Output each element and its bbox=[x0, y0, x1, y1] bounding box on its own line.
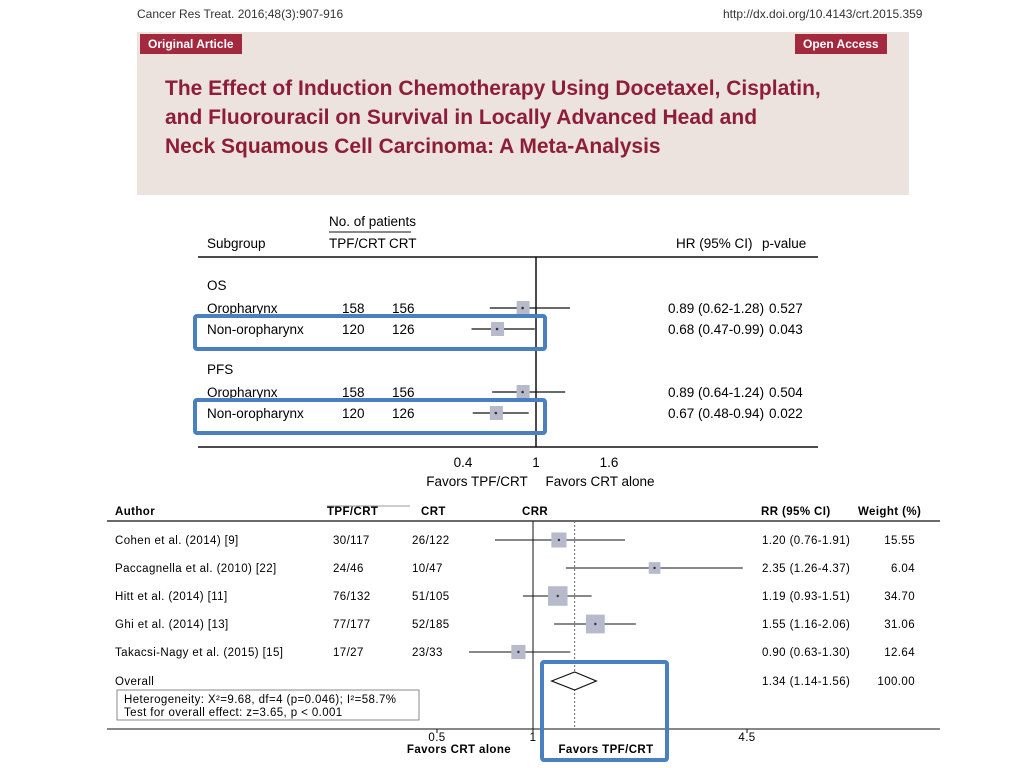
hr-value: 0.89 (0.62-1.28) bbox=[668, 301, 765, 316]
heterogeneity-text: Heterogeneity: X²=9.68, df=4 (p=0.046); I²=58.7% bbox=[124, 694, 397, 706]
x-tick-label: 0.4 bbox=[453, 455, 473, 470]
open-access-badge: Open Access bbox=[795, 34, 887, 54]
tpf-count: 158 bbox=[342, 301, 365, 316]
x-tick-label: 1 bbox=[532, 455, 540, 470]
weight-value: 31.06 bbox=[884, 619, 915, 631]
crt-count: 156 bbox=[392, 301, 415, 316]
rr-value: 1.20 (0.76-1.91) bbox=[762, 535, 851, 547]
overall-label: Overall bbox=[115, 676, 155, 688]
subgroup-name: Non-oropharynx bbox=[207, 322, 304, 337]
study-author: Cohen et al. (2014) [9] bbox=[115, 535, 239, 547]
p-value: 0.527 bbox=[769, 301, 803, 316]
hr-value: 0.67 (0.48-0.94) bbox=[668, 406, 765, 421]
point-dot bbox=[521, 391, 524, 394]
overall-diamond bbox=[552, 672, 597, 690]
weight-value: 15.55 bbox=[884, 535, 915, 547]
crt-events: 26/122 bbox=[412, 535, 450, 547]
hr-value: 0.89 (0.64-1.24) bbox=[668, 385, 765, 400]
column-header-tpf: TPF/CRT bbox=[329, 236, 386, 251]
subgroup-name: Oropharynx bbox=[207, 385, 278, 400]
x-tick-label: 1.6 bbox=[599, 455, 619, 470]
study-author: Ghi et al. (2014) [13] bbox=[115, 619, 229, 631]
rr-value: 1.19 (0.93-1.51) bbox=[762, 591, 851, 603]
group-label: PFS bbox=[207, 362, 234, 377]
study-author: Hitt et al. (2014) [11] bbox=[115, 591, 228, 603]
column-header-crr: CRR bbox=[522, 506, 549, 518]
plot2-layer bbox=[107, 506, 940, 760]
column-header-no-patients: No. of patients bbox=[329, 214, 417, 229]
article-type-badge: Original Article bbox=[140, 34, 242, 54]
tpf-events: 24/46 bbox=[333, 563, 364, 575]
study-author: Takacsi-Nagy et al. (2015) [15] bbox=[115, 647, 284, 659]
x-tick-label: 0.5 bbox=[428, 732, 446, 744]
tpf-count: 120 bbox=[342, 406, 365, 421]
rr-value: 2.35 (1.26-4.37) bbox=[762, 563, 851, 575]
favors-right-label: Favors CRT alone bbox=[545, 474, 655, 489]
crt-count: 126 bbox=[392, 322, 415, 337]
tpf-count: 158 bbox=[342, 385, 365, 400]
weight-value: 12.64 bbox=[884, 647, 915, 659]
subgroup-name: Oropharynx bbox=[207, 301, 278, 316]
point-dot bbox=[557, 595, 559, 597]
column-header-crt: CRT bbox=[389, 236, 417, 251]
overall-effect-text: Test for overall effect: z=3.65, p < 0.001 bbox=[124, 707, 343, 719]
crt-events: 51/105 bbox=[412, 591, 450, 603]
favors-left-label: Favors CRT alone bbox=[406, 744, 512, 756]
subgroup-name: Non-oropharynx bbox=[207, 406, 304, 421]
point-dot bbox=[496, 328, 499, 331]
column-header-weight: Weight (%) bbox=[858, 506, 922, 518]
column-header-tpf: TPF/CRT bbox=[327, 506, 379, 518]
column-header-p: p-value bbox=[762, 236, 807, 251]
column-header-rr: RR (95% CI) bbox=[761, 506, 831, 518]
column-header-crt: CRT bbox=[421, 506, 446, 518]
x-tick-label: 4.5 bbox=[738, 732, 756, 744]
weight-value: 34.70 bbox=[884, 591, 915, 603]
crt-events: 52/185 bbox=[412, 619, 450, 631]
overall-weight: 100.00 bbox=[877, 676, 915, 688]
point-dot bbox=[517, 651, 519, 653]
study-author: Paccagnella et al. (2010) [22] bbox=[115, 563, 277, 575]
crt-events: 23/33 bbox=[412, 647, 443, 659]
favors-left-label: Favors TPF/CRT bbox=[426, 474, 528, 489]
point-dot bbox=[521, 307, 524, 310]
overall-rr-value: 1.34 (1.14-1.56) bbox=[762, 676, 851, 688]
column-header-hr: HR (95% CI) bbox=[676, 236, 753, 251]
tpf-events: 17/27 bbox=[333, 647, 364, 659]
tpf-events: 30/117 bbox=[333, 535, 370, 547]
tpf-events: 77/177 bbox=[333, 619, 371, 631]
group-label: OS bbox=[207, 278, 227, 293]
p-value: 0.504 bbox=[769, 385, 803, 400]
x-tick-label: 1 bbox=[529, 732, 537, 744]
rr-value: 1.55 (1.16-2.06) bbox=[762, 619, 851, 631]
tpf-count: 120 bbox=[342, 322, 365, 337]
point-dot bbox=[594, 623, 596, 625]
title-line: and Fluorouracil on Survival in Locally Advanced Head and bbox=[165, 106, 758, 129]
favors-right-label: Favors TPF/CRT bbox=[558, 744, 654, 756]
journal-citation: Cancer Res Treat. 2016;48(3):907-916 bbox=[137, 7, 344, 21]
title-line: The Effect of Induction Chemotherapy Using Docetaxel, Cisplatin, bbox=[165, 77, 821, 100]
column-header-subgroup: Subgroup bbox=[207, 236, 266, 251]
crt-count: 126 bbox=[392, 406, 415, 421]
p-value: 0.043 bbox=[769, 322, 803, 337]
doi-link[interactable]: http://dx.doi.org/10.4143/crt.2015.359 bbox=[723, 7, 923, 21]
p-value: 0.022 bbox=[769, 406, 803, 421]
weight-value: 6.04 bbox=[891, 563, 915, 575]
column-header-author: Author bbox=[115, 506, 156, 518]
tpf-events: 76/132 bbox=[333, 591, 371, 603]
crt-count: 156 bbox=[392, 385, 415, 400]
plot1-layer bbox=[195, 214, 818, 489]
rr-value: 0.90 (0.63-1.30) bbox=[762, 647, 851, 659]
title-line: Neck Squamous Cell Carcinoma: A Meta-Analysis bbox=[165, 135, 661, 158]
hr-value: 0.68 (0.47-0.99) bbox=[668, 322, 765, 337]
point-dot bbox=[495, 412, 498, 415]
point-dot bbox=[558, 539, 560, 541]
crt-events: 10/47 bbox=[412, 563, 443, 575]
point-dot bbox=[653, 567, 655, 569]
